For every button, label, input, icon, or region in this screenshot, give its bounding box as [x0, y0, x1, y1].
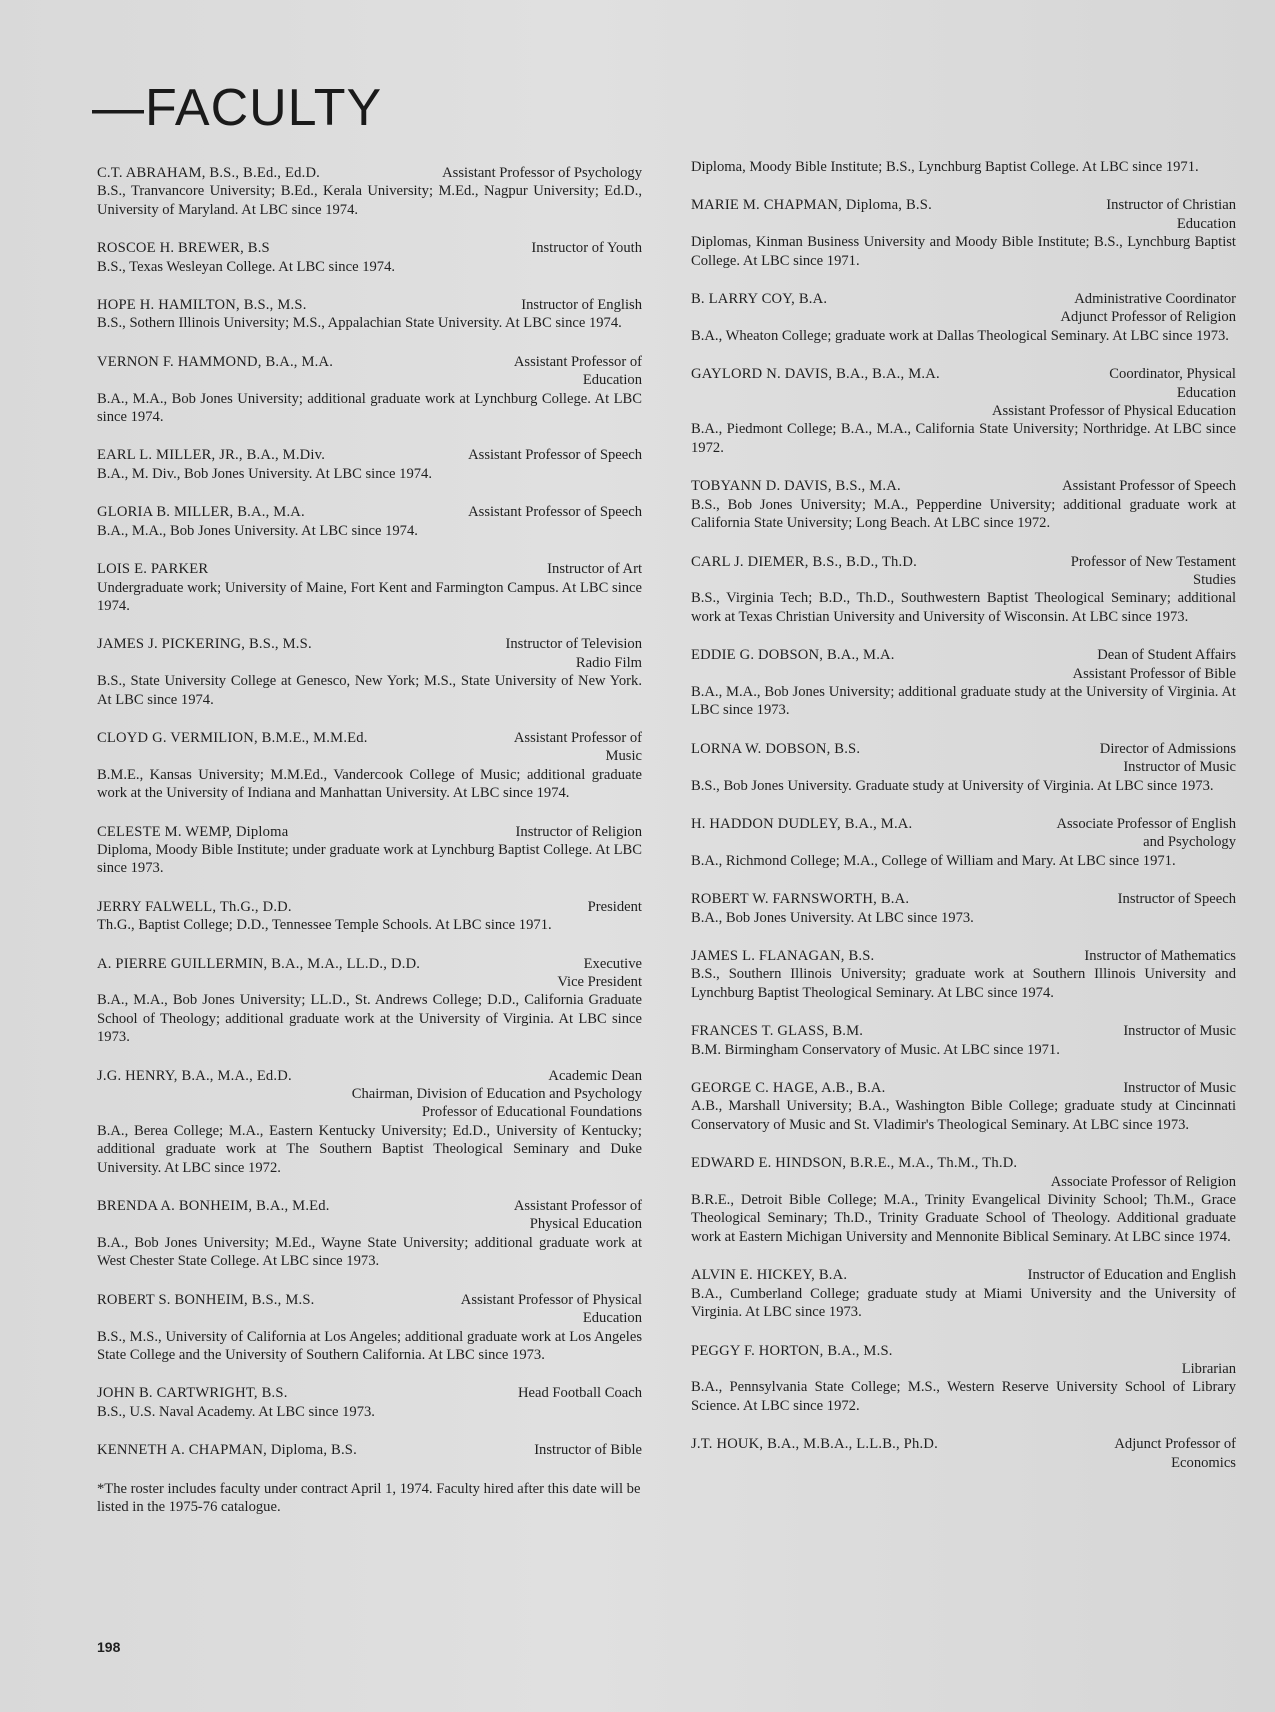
faculty-entry	[97, 503, 642, 540]
faculty-name: JAMES L. FLANAGAN, B.S.	[691, 948, 875, 964]
entry-description: B.S., State University College at Genesco, New York; M.S., State University of New York. At LBC since 1974.	[97, 673, 642, 708]
faculty-name: J.G. HENRY, B.A., M.A., Ed.D.	[97, 1067, 292, 1084]
title-line: Assistant Professor of Speech	[468, 504, 642, 521]
entry-header	[691, 646, 1236, 683]
title-line: and Psychology	[1143, 834, 1236, 851]
title-line: Professor of New Testament	[1070, 553, 1236, 570]
faculty-entry	[691, 1266, 1236, 1321]
title-line: Librarian	[1181, 1360, 1236, 1377]
title-line: Vice President	[557, 974, 642, 990]
title-line: Coordinator, Physical	[1109, 366, 1236, 383]
faculty-name: TOBYANN D. DAVIS, B.S., M.A.	[691, 478, 901, 495]
faculty-entry	[691, 1342, 1236, 1416]
title-line: Adjunct Professor of	[1114, 1436, 1236, 1453]
title-line: Instructor of English	[521, 297, 642, 314]
title-line: Education	[582, 1310, 642, 1327]
faculty-title	[302, 823, 642, 841]
faculty-title	[371, 1441, 642, 1459]
faculty-title	[339, 446, 642, 464]
faculty-entry	[691, 196, 1236, 270]
faculty-name: GAYLORD N. DAVIS, B.A., B.A., M.A.	[691, 366, 940, 383]
faculty-entry	[691, 890, 1236, 927]
title-line: Assistant Professor of	[513, 353, 642, 370]
faculty-name: BRENDA A. BONHEIM, B.A., M.Ed.	[97, 1198, 330, 1215]
title-line: Assistant Professor of Psychology	[442, 165, 642, 181]
entry-header	[97, 955, 642, 992]
title-line: Instructor of Education and English	[1027, 1267, 1236, 1284]
faculty-entry	[97, 955, 642, 1047]
faculty-name: LOIS E. PARKER	[97, 561, 209, 578]
title-line: Associate Professor of Religion	[1050, 1173, 1236, 1190]
entry-description: B.A., M.A., Bob Jones University; additional graduate study at the University of Virginia. At LBC since 1973.	[691, 683, 1236, 719]
faculty-title	[900, 1079, 1236, 1097]
entry-description: B.A., Piedmont College; B.A., M.A., California State University; Northridge. At LBC since 1972.	[691, 421, 1236, 456]
entry-header	[97, 239, 642, 257]
faculty-title	[434, 955, 642, 992]
entry-header	[691, 1154, 1236, 1191]
faculty-name: JAMES J. PICKERING, B.S., M.S.	[97, 636, 312, 653]
entry-description: B.A., M. Div., Bob Jones University. At LBC since 1974.	[97, 465, 432, 482]
entry-header	[97, 729, 642, 766]
faculty-title	[909, 646, 1236, 683]
title-line: Assistant Professor of Physical Education	[991, 403, 1236, 420]
faculty-entry	[691, 365, 1236, 457]
title-line: Instructor of Bible	[534, 1442, 642, 1459]
entry-description: B.S., U.S. Naval Academy. At LBC since 1973.	[97, 1403, 375, 1420]
title-line: Director of Admissions	[1099, 740, 1236, 757]
faculty-name: KENNETH A. CHAPMAN, Diploma, B.S.	[97, 1442, 357, 1459]
title-line: Education	[582, 372, 642, 389]
faculty-name: JOHN B. CARTWRIGHT, B.S.	[97, 1385, 288, 1402]
faculty-name: LORNA W. DOBSON, B.S.	[691, 740, 861, 757]
entry-header	[691, 365, 1236, 420]
entry-header	[691, 1079, 1236, 1097]
faculty-entry	[691, 290, 1236, 345]
faculty-entry	[691, 646, 1236, 720]
faculty-name: CLOYD G. VERMILION, B.M.E., M.M.Ed.	[97, 729, 368, 746]
title-line: Instructor of Youth	[531, 240, 642, 257]
entry-description: B.A., M.A., Bob Jones University; LL.D., St. Andrews College; D.D., California Graduate School of Theology; additional graduate work at the University of Virginia. At LBC since 1973.	[97, 992, 642, 1046]
title-line: Physical Education	[529, 1216, 642, 1233]
entry-header	[97, 353, 642, 390]
left-column	[97, 164, 642, 1516]
faculty-name: B. LARRY COY, B.A.	[691, 291, 828, 308]
faculty-name: VERNON F. HAMMOND, B.A., M.A.	[97, 353, 334, 370]
entry-header	[97, 898, 642, 916]
faculty-entry	[97, 560, 642, 615]
title-line: Instructor of Christian	[1106, 197, 1236, 214]
faculty-name: GEORGE C. HAGE, A.B., B.A.	[691, 1080, 886, 1097]
faculty-name: PEGGY F. HORTON, B.A., M.S.	[691, 1342, 893, 1359]
faculty-entry	[97, 164, 642, 219]
entry-description: Diplomas, Kinman Business University and Moody Bible Institute; B.S., Lynchburg Baptist College. At LBC since 1971.	[691, 234, 1236, 269]
faculty-title	[302, 1384, 642, 1402]
entry-header	[691, 290, 1236, 327]
entry-description: B.M.E., Kansas University; M.M.Ed., Vandercook College of Music; additional graduate work at the University of Indiana and Manhattan University. At LBC since 1974.	[97, 766, 642, 802]
faculty-title	[321, 296, 642, 314]
title-line	[1031, 1154, 1236, 1172]
faculty-entry	[97, 1384, 642, 1421]
entry-header	[97, 1067, 642, 1122]
faculty-title	[382, 729, 642, 766]
entry-header	[97, 164, 642, 182]
entry-description: B.R.E., Detroit Bible College; M.A., Trinity Evangelical Divinity School; Th.M., Grace Theological Seminary; Th.D., Trinity Graduate School of Theology. Additional graduate work at Eastern Michigan University and Mennonite Biblical Seminary. At LBC since 1974.	[691, 1192, 1236, 1245]
roster-footnote: *The roster includes faculty under contract April 1, 1974. Faculty hired after this date will be listed in the 1975-76 catalogue.	[97, 1480, 641, 1515]
faculty-entry	[691, 1154, 1236, 1246]
entry-description: B.A., Bob Jones University; M.Ed., Wayne State University; additional graduate work at West Chester State College. At LBC since 1973.	[97, 1234, 642, 1270]
entry-header	[97, 1291, 642, 1328]
title-line: Instructor of Mathematics	[1084, 948, 1236, 964]
title-line: Assistant Professor of	[513, 729, 642, 746]
entry-header	[97, 1441, 642, 1459]
faculty-name: J.T. HOUK, B.A., M.B.A., L.L.B., Ph.D.	[691, 1436, 938, 1453]
faculty-entry	[691, 553, 1236, 627]
title-line: Instructor of Music	[1123, 759, 1236, 776]
faculty-entry	[97, 1197, 642, 1271]
faculty-title	[861, 1266, 1236, 1284]
entry-description: B.A., Pennsylvania State College; M.S., Western Reserve University School of Library Science. At LBC since 1972.	[691, 1379, 1236, 1414]
entry-header	[97, 503, 642, 521]
title-line: Assistant Professor of Bible	[1072, 665, 1236, 682]
faculty-entry	[97, 239, 642, 276]
entry-description: B.S., Bob Jones University; M.A., Pepperdine University; additional graduate work at California State University; Long Beach. At LBC since 1972.	[691, 496, 1236, 532]
faculty-title	[344, 1197, 642, 1234]
entry-description: Diploma, Moody Bible Institute; under graduate work at Lynchburg Baptist College. At LBC since 1973.	[97, 841, 642, 877]
faculty-entry	[691, 740, 1236, 795]
faculty-name: EDWARD E. HINDSON, B.R.E., M.A., Th.M., Th.D.	[691, 1155, 1018, 1172]
title-line: Administrative Coordinator	[1074, 291, 1236, 308]
faculty-title	[1031, 1154, 1236, 1191]
entry-description: B.A., Berea College; M.A., Eastern Kentucky University; Ed.D., University of Kentucky; additional graduate work at The Southern Baptist Theological Seminary and Duke University. At LBC since 1972.	[97, 1122, 642, 1176]
faculty-title	[347, 353, 642, 390]
faculty-entry	[97, 1067, 642, 1177]
entry-header	[691, 1342, 1236, 1379]
entry-header	[97, 296, 642, 314]
entry-description: B.A., Richmond College; M.A., College of William and Mary. At LBC since 1971.	[691, 852, 1176, 869]
title-line: Assistant Professor of	[513, 1198, 642, 1215]
entry-header	[691, 947, 1236, 965]
faculty-name: HOPE H. HAMILTON, B.S., M.S.	[97, 297, 307, 314]
title-line: Assistant Professor of Physical	[460, 1291, 642, 1308]
entry-description: B.S., Tranvancore University; B.Ed., Kerala University; M.Ed., Nagpur University; Ed.D., University of Maryland. At LBC since 1974.	[97, 183, 642, 218]
faculty-name: JERRY FALWELL, Th.G., D.D.	[97, 898, 292, 915]
entry-description: Th.G., Baptist College; D.D., Tennessee Temple Schools. At LBC since 1971.	[97, 917, 552, 934]
entry-header	[97, 1197, 642, 1234]
faculty-title	[915, 477, 1236, 495]
faculty-entry	[97, 353, 642, 427]
entry-description: B.S., M.S., University of California at Los Angeles; additional graduate work at Los Angeles State College and the University of Southern California. At LBC since 1973.	[97, 1328, 642, 1363]
page-title: —FACULTY	[92, 79, 383, 137]
entry-header	[691, 1266, 1236, 1284]
entry-description: B.A., Cumberland College; graduate study at Miami University and the University of Virginia. At LBC since 1973.	[691, 1285, 1236, 1321]
entry-header	[691, 1022, 1236, 1040]
faculty-name: CELESTE M. WEMP, Diploma	[97, 823, 289, 840]
continued-entry	[691, 158, 1236, 176]
entry-description: B.S., Texas Wesleyan College. At LBC since 1974.	[97, 258, 396, 275]
entry-header	[691, 477, 1236, 495]
faculty-entry	[97, 823, 642, 878]
faculty-name: CARL J. DIEMER, B.S., B.D., Th.D.	[691, 553, 917, 570]
title-line: Professor of Educational Foundations	[421, 1104, 642, 1121]
faculty-entry	[691, 1022, 1236, 1059]
faculty-name: EARL L. MILLER, JR., B.A., M.Div.	[97, 447, 326, 464]
faculty-entry	[97, 635, 642, 709]
faculty-title	[946, 196, 1236, 233]
entry-description: B.A., Wheaton College; graduate work at Dallas Theological Seminary. At LBC since 1973.	[691, 327, 1229, 344]
faculty-title	[907, 1342, 1236, 1379]
faculty-title	[222, 560, 642, 578]
entry-description: A.B., Marshall University; B.A., Washington Bible College; graduate study at Cincinnati Conservatory of Music and St. Vladimir's Theological Seminary. At LBC since 1973.	[691, 1098, 1236, 1133]
title-line: Executive	[583, 955, 642, 972]
title-line: Music	[605, 748, 642, 765]
entry-description: B.M. Birmingham Conservatory of Music. At LBC since 1971.	[691, 1041, 1060, 1058]
faculty-title	[326, 635, 642, 672]
faculty-entry	[691, 1079, 1236, 1134]
entry-description: B.S., Bob Jones University. Graduate study at University of Virginia. At LBC since 1973.	[691, 777, 1214, 794]
faculty-title	[923, 890, 1236, 908]
faculty-title	[874, 740, 1236, 777]
entry-header	[691, 196, 1236, 233]
faculty-name: C.T. ABRAHAM, B.S., B.Ed., Ed.D.	[97, 165, 321, 181]
faculty-name: FRANCES T. GLASS, B.M.	[691, 1023, 864, 1040]
faculty-title	[954, 365, 1236, 420]
title-line: Adjunct Professor of Religion	[1060, 309, 1236, 326]
faculty-entry	[691, 477, 1236, 532]
entry-description: B.A., M.A., Bob Jones University. At LBC since 1974.	[97, 522, 418, 539]
page-number: 198	[97, 1639, 121, 1655]
faculty-name: ROBERT W. FARNSWORTH, B.A.	[691, 891, 910, 908]
faculty-title	[841, 290, 1236, 327]
title-line: Chairman, Division of Education and Psychology	[351, 1086, 642, 1103]
title-line: Education	[1176, 215, 1236, 232]
faculty-name: H. HADDON DUDLEY, B.A., M.A.	[691, 815, 913, 832]
title-line: Dean of Student Affairs	[1097, 647, 1236, 664]
title-line: Associate Professor of English	[1056, 815, 1236, 832]
entry-header	[691, 1435, 1236, 1472]
faculty-name: ROBERT S. BONHEIM, B.S., M.S.	[97, 1291, 315, 1308]
faculty-title	[926, 815, 1236, 852]
title-line	[907, 1342, 1236, 1360]
entry-description: Diploma, Moody Bible Institute; B.S., Lynchburg Baptist College. At LBC since 1971.	[691, 159, 1199, 175]
faculty-entry	[97, 296, 642, 333]
faculty-entry	[97, 1441, 642, 1459]
faculty-title	[306, 1067, 642, 1122]
title-line: Head Football Coach	[517, 1385, 642, 1402]
faculty-entry	[691, 947, 1236, 1002]
faculty-title	[306, 898, 642, 916]
title-line: Economics	[1171, 1454, 1236, 1471]
faculty-name: ALVIN E. HICKEY, B.A.	[691, 1267, 848, 1284]
title-line: Assistant Professor of Speech	[468, 447, 642, 464]
title-line: Instructor of Television	[505, 636, 642, 653]
faculty-title	[284, 239, 642, 257]
faculty-name: A. PIERRE GUILLERMIN, B.A., M.A., LL.D., D.D.	[97, 955, 421, 972]
faculty-title	[952, 1435, 1236, 1472]
faculty-title	[329, 1291, 642, 1328]
entry-header	[97, 1384, 642, 1402]
faculty-entry	[97, 729, 642, 803]
faculty-entry	[691, 1435, 1236, 1472]
title-line: Instructor of Speech	[1117, 891, 1236, 908]
entry-header	[691, 815, 1236, 852]
faculty-entry	[97, 446, 642, 483]
entry-header	[97, 635, 642, 672]
entry-description: B.A., M.A., Bob Jones University; additional graduate work at Lynchburg College. At LBC since 1974.	[97, 390, 642, 426]
title-line: Radio Film	[575, 654, 642, 671]
title-line: Instructor of Religion	[515, 823, 642, 840]
faculty-title	[319, 503, 642, 521]
faculty-entry	[97, 898, 642, 935]
entry-header	[97, 446, 642, 464]
faculty-entry	[691, 815, 1236, 870]
faculty-entry	[97, 1291, 642, 1365]
title-line: Instructor of Music	[1123, 1023, 1236, 1040]
entry-header	[97, 823, 642, 841]
title-line: Studies	[1193, 571, 1236, 588]
faculty-name: GLORIA B. MILLER, B.A., M.A.	[97, 504, 305, 521]
title-line: Instructor of Art	[547, 561, 642, 578]
entry-header	[691, 553, 1236, 590]
faculty-title	[931, 553, 1236, 590]
title-line: President	[587, 898, 642, 915]
entry-header	[691, 890, 1236, 908]
title-line: Education	[1176, 384, 1236, 401]
entry-description: B.A., Bob Jones University. At LBC since 1973.	[691, 909, 974, 926]
faculty-name: MARIE M. CHAPMAN, Diploma, B.S.	[691, 197, 932, 214]
faculty-name: EDDIE G. DOBSON, B.A., M.A.	[691, 647, 895, 664]
entry-description: Undergraduate work; University of Maine, Fort Kent and Farmington Campus. At LBC since 1974.	[97, 579, 642, 614]
title-line: Instructor of Music	[1123, 1080, 1236, 1097]
right-column	[691, 158, 1236, 1492]
entry-description: B.S., Sothern Illinois University; M.S., Appalachian State University. At LBC since 1974.	[97, 315, 622, 332]
faculty-title	[877, 1022, 1236, 1040]
faculty-name: ROSCOE H. BREWER, B.S	[97, 240, 270, 257]
faculty-title	[334, 164, 642, 182]
entry-header	[97, 560, 642, 578]
entry-description: B.S., Virginia Tech; B.D., Th.D., Southwestern Baptist Theological Seminary; additional work at Texas Christian University and University of Wisconsin. At LBC since 1973.	[691, 590, 1236, 625]
title-line: Assistant Professor of Speech	[1062, 478, 1236, 495]
entry-header	[691, 740, 1236, 777]
faculty-title	[888, 947, 1236, 965]
title-line: Academic Dean	[548, 1067, 642, 1084]
entry-description: B.S., Southern Illinois University; graduate work at Southern Illinois University and Lynchburg Baptist Theological Seminary. At LBC since 1974.	[691, 966, 1236, 1001]
